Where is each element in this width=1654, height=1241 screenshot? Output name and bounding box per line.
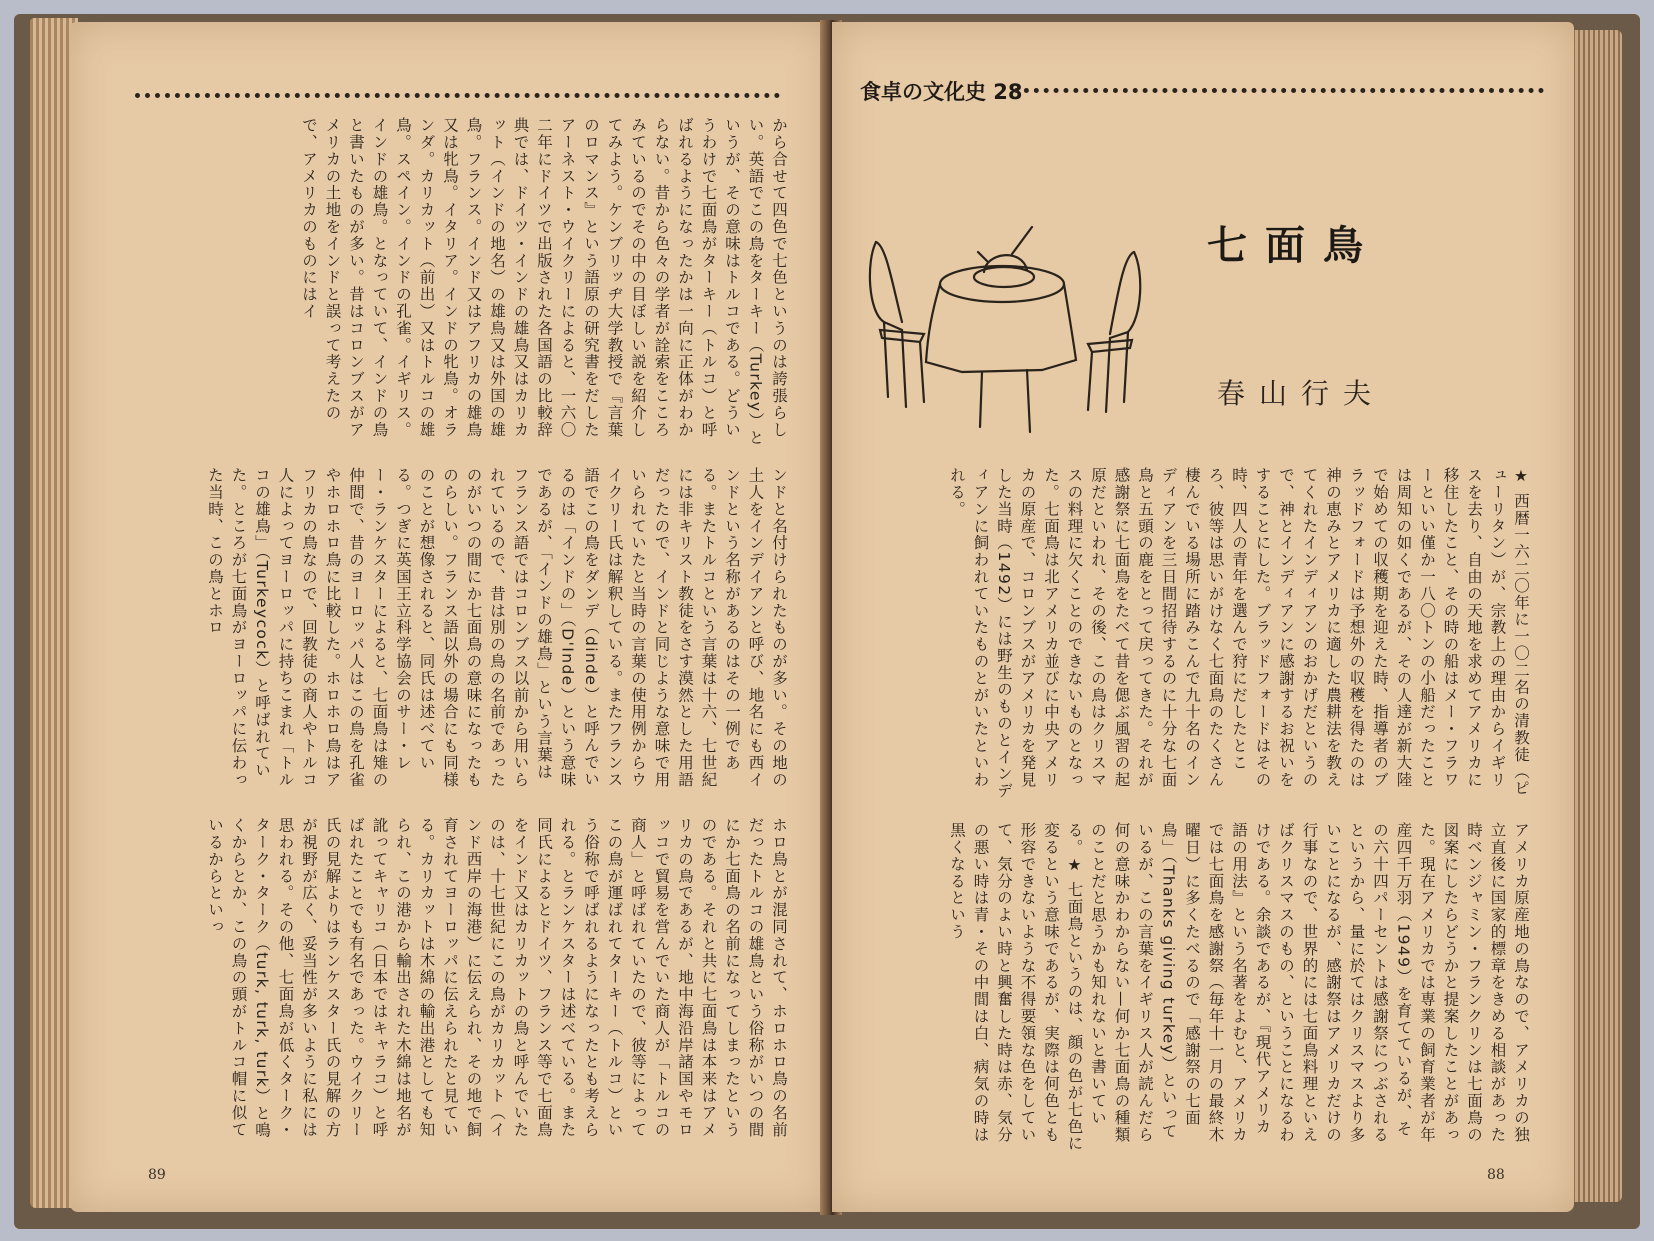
right-page xyxy=(832,22,1574,1212)
series-title: 食卓の文化史 28 xyxy=(860,80,1023,104)
page-number-right: 88 xyxy=(1487,1167,1505,1183)
table-and-chairs-illustration xyxy=(862,222,1152,442)
header-rule xyxy=(135,93,780,98)
page-number-left: 89 xyxy=(148,1167,166,1183)
right-text-upper: ★ 西暦一六二〇年に一〇二名の清教徒（ピューリタン）が、宗教上の理由からイギリスを去り、自由の天地を求めてアメリカに移住したこと、その時の船はメー・フラワーといい僅か一八〇トンの小船だったことは周知の如くであるが、その人達が新大陸で始めての収穫期を迎えた時、指導者のブラッドフォードは予想外の収穫を得たのは神の恵みとアメリカに適した農耕法を教えてくれたインディアンのおかげだというので、神とインディアンに感謝するお祝いをすることにした。ブラッドフォードはその時、四人の青年を選んで狩にだしたところ、彼等は思いがけなく七面鳥のたくさん棲んでいる場所に踏みこんで九十名のインディアンを三日間招待するのに十分な七面鳥と五頭の鹿をとって戻ってきた。それが感謝祭に七面鳥をたべて昔を偲ぶ風習の起原だといわれ、その後、この鳥はクリスマスの料理に欠くことのできないものとなった。七面鳥は北アメリカ並びに中央アメリカの原産で、コロンブスがアメリカを発見した当時（1492）には野生のものとインディアンに飼われていたものとがいたといわれる。 xyxy=(948,467,1530,800)
right-text-lower: アメリカ原産地の鳥なので、アメリカの独立直後に国家的標章をきめる相談があった時ベンジャミン・フランクリンは七面鳥の図案にしたらどうかと提案したことがあった。現在アメリカでは専業の飼育業者が年産四千万羽（1949）を育てているが、その六十四パーセントは感謝祭につぶされるというから、量に於てはクリスマスより多いことになるが、感謝祭はアメリカだけの行事なので、世界的には七面鳥料理といえばクリスマスのもの、ということになるわけである。余談であるが、『現代アメリカ語の用法』という名著をよむと、アメリカでは七面鳥を感謝祭（毎年十一月の最終木曜日）に多くたべるので「感謝祭の七面鳥」（Thanks giving turkey）といっているが、この言葉をイギリス人が読んだら何の意味かわからない—何か七面鳥の種類のことだと思うかも知れないと書いている。★ 七面鳥というのは、顔の色が七色に変るという意味であるが、実際は何色とも形容できないような不得要領な色をしていて、気分のよい時と興奮した時は赤、気分の悪い時は青・その中間は白、病気の時は黒くなるという xyxy=(948,822,1530,1152)
author-name: 春山行夫 xyxy=(1217,377,1386,410)
article-title: 七面鳥 xyxy=(1207,222,1381,269)
page-edges-right xyxy=(1570,30,1622,1202)
left-text-middle: ンドと名付けられたものが多い。その地の土人をインデイアンと呼び、地名にも西インドという名称があるのはその一例である。またトルコという言葉は十六、七世紀には非キリスト教徒をさす漠然とした用語だったので、インドと同じような意味で用いられていたと当時の言葉の使用例からウイクリー氏は解釈している。またフランス語でこの鳥をダンデ（dinde）と呼んでいるのは「インドの」（D'Inde）という意味であるが、「インドの雄鳥」という言葉はフランス語ではコロンブス以前から用いられているので、昔は別の鳥の名前であったのがいつの間にか七面鳥の意味になったものらしい。フランス語以外の場合にも同様のことが想像されると、同氏は述べている。つぎに英国王立科学協会のサー・レー・ランケスターによると、七面鳥は雉の仲間で、昔のヨーロッパ人はこの鳥を孔雀やホロホロ鳥に比較した。ホロホロ鳥はアフリカの鳥なので、回教徒の商人やトルコ人によってヨーロッパに持ちこまれ「トルコの雄鳥」（Turkeycock）と呼ばれていた。ところが七面鳥がヨーロッパに伝わった当時、この鳥とホロ xyxy=(206,467,788,789)
left-page xyxy=(70,22,828,1212)
left-text-upper: から合せて四色で七色というのは誇張らしい。英語でこの鳥をターキー（Turkey）というが、その意味はトルコである。どういうわけで七面鳥がターキー（トルコ）と呼ばれるようになったかは一向に正体がわからない。昔から色々の学者が詮索をこころみているのでその中の目ぼしい説を紹介してみよう。ケンブリッヂ大学教授で『言葉のロマンス』という語原の研究書をだしたアーネスト・ウイクリーによると、一六〇二年にドイツで出版された各国語の比較辞典では、ドイツ・インドの雄鳥又はカリカット（インドの地名）の雄鳥又は外国の雄鳥。フランス。インド又はアフリカの雄鳥又は牝鳥。イタリア。インドの牝鳥。オランダ。カリカット（前出）又はトルコの雄鳥。スペイン。インドの孔雀。イギリス。インドの雄鳥。となっていて、インドの鳥と書いたものが多い。昔はコロンブスがアメリカの土地をインドと誤って考えたので、アメリカのものにはイ xyxy=(300,117,788,447)
left-text-lower: ホロ鳥とが混同されて、ホロホロ鳥の名前だったトルコの雄鳥という俗称がいつの間にか七面鳥の名前になってしまったというのである。それと共に七面鳥は本来はアメリカの鳥であるが、地中海沿岸諸国やモロッコで貿易を営んでいた商人が「トルコの商人」と呼ばれていたので、彼等によってこの鳥が運ばれてターキー（トルコ）という俗称で呼ばれるようになったとも考えられる。とランケスターは述べている。また同氏によるとドイツ、フランス等で七面鳥をインド又はカリカットの鳥と呼んでいたのは、十七世紀にこの鳥がカリカット（インド西岸の海港）に伝えられ、その地で飼育されてヨーロッパに伝えられたと見ている。カリカットは木綿の輸出港としても知られ、この港から輸出された木綿は地名が訛ってキャリコ（日本ではキャラコ）と呼ばれたことでも有名であった。ウイクリー氏の見解よりはランケスター氏の見解の方が視野が広く、妥当性が多いように私には思われる。その他、七面鳥が低くターク・ターク・ターク（turk, turk, turk）と鳴くからとか、この鳥の頭がトルコ帽に似ているからといっ xyxy=(206,817,788,1139)
header-rule xyxy=(1014,88,1544,93)
